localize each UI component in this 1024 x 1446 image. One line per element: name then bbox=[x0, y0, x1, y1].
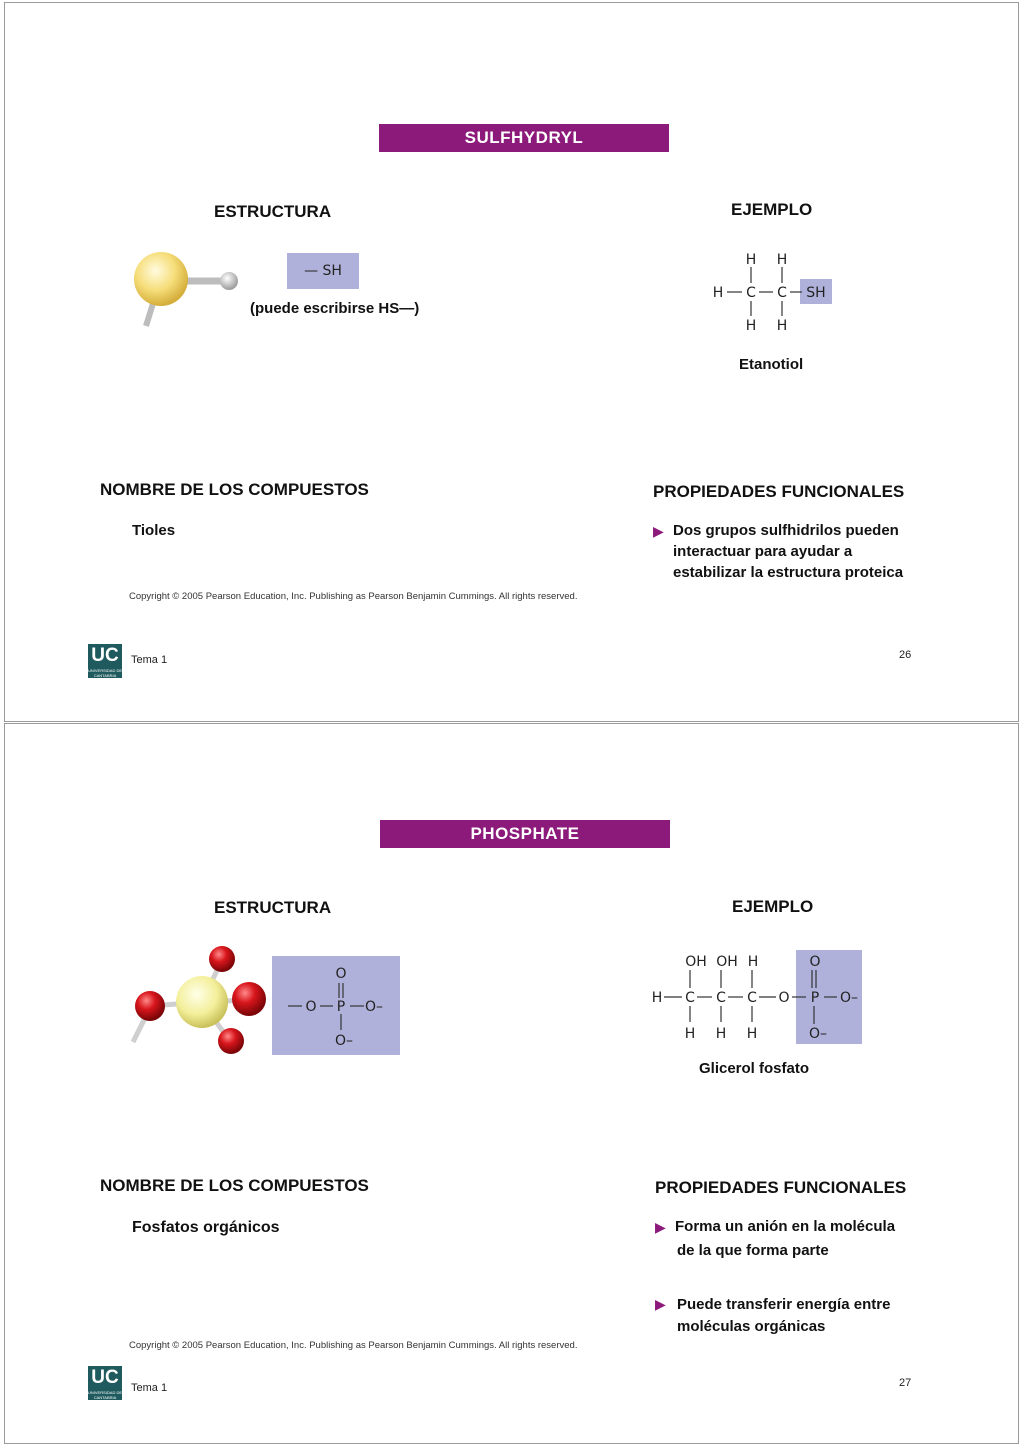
logo-subtext: UNIVERSIDAD DE CANTABRIA bbox=[88, 1390, 123, 1400]
atom-c: C bbox=[716, 990, 726, 1006]
prop-line: Dos grupos sulfhidrilos pueden bbox=[673, 522, 899, 539]
right-triangle-arrow-icon: ▶ bbox=[655, 1296, 666, 1312]
oxygen-atom bbox=[135, 991, 165, 1021]
example-name: Glicerol fosfato bbox=[699, 1060, 810, 1077]
atom-c: C bbox=[685, 990, 695, 1006]
atom-o-minus: O– bbox=[808, 1026, 828, 1042]
glycerol-phosphate-structure bbox=[650, 948, 865, 1048]
names-heading: NOMBRE DE LOS COMPUESTOS bbox=[100, 480, 369, 499]
atom-o: O bbox=[809, 954, 821, 970]
hydrogen-atom bbox=[220, 272, 238, 290]
sh-formula-box bbox=[287, 253, 359, 289]
ethanethiol-structure bbox=[705, 247, 845, 335]
oxygen-atom bbox=[209, 946, 235, 972]
names-heading: NOMBRE DE LOS COMPUESTOS bbox=[100, 1176, 369, 1195]
page-number: 26 bbox=[899, 649, 912, 661]
copyright: Copyright © 2005 Pearson Education, Inc. Publishing as Pearson Benjamin Cummings. All rights reserved. bbox=[129, 591, 578, 602]
atom-h: H bbox=[776, 252, 788, 268]
topic-label: Tema 1 bbox=[131, 654, 168, 666]
atom-c: C bbox=[777, 285, 787, 301]
props-heading: PROPIEDADES FUNCIONALES bbox=[653, 482, 905, 501]
structure-heading: ESTRUCTURA bbox=[214, 898, 332, 917]
atom-sh: SH bbox=[806, 285, 826, 301]
sulfur-atom bbox=[134, 252, 188, 306]
prop-line: Forma un anión en la molécula bbox=[675, 1218, 896, 1235]
phosphorus-atom bbox=[176, 976, 228, 1028]
logo-text: UC bbox=[91, 645, 119, 666]
prop-line: de la que forma parte bbox=[677, 1242, 829, 1259]
example-heading: EJEMPLO bbox=[732, 897, 814, 916]
slide-phosphate bbox=[4, 723, 1019, 1444]
oxygen-atom bbox=[232, 982, 266, 1016]
logo-text: UC bbox=[91, 1367, 119, 1388]
atom-o-minus: O– bbox=[364, 999, 384, 1015]
page-number: 27 bbox=[899, 1377, 912, 1389]
prop-line: estabilizar la estructura proteica bbox=[673, 564, 904, 581]
atom-h: H bbox=[776, 318, 788, 334]
slide-banner: PHOSPHATE bbox=[380, 820, 670, 848]
atom-o-minus: O– bbox=[839, 990, 859, 1006]
slide-banner: SULFHYDRYL bbox=[379, 124, 669, 152]
sh-formula-label: SH bbox=[322, 263, 342, 279]
example-name: Etanotiol bbox=[739, 356, 804, 373]
prop-line: Puede transferir energía entre bbox=[677, 1296, 891, 1313]
atom-o-minus: O– bbox=[334, 1033, 354, 1049]
atom-h: H bbox=[745, 252, 757, 268]
prop-line: moléculas orgánicas bbox=[677, 1318, 826, 1335]
prop-line: interactuar para ayudar a bbox=[673, 543, 853, 560]
atom-h: H bbox=[745, 318, 757, 334]
atom-c: C bbox=[746, 285, 756, 301]
atom-p: P bbox=[336, 999, 346, 1015]
atom-h: H bbox=[684, 1026, 696, 1042]
sulfhydryl-3d-model bbox=[125, 247, 245, 337]
atom-h: H bbox=[712, 285, 724, 301]
atom-oh: OH bbox=[716, 954, 738, 970]
phosphate-3d-model bbox=[125, 942, 275, 1062]
topic-label: Tema 1 bbox=[131, 1382, 168, 1394]
atom-o: O bbox=[335, 966, 347, 982]
copyright: Copyright © 2005 Pearson Education, Inc. Publishing as Pearson Benjamin Cummings. All rights reserved. bbox=[129, 1340, 578, 1351]
structure-heading: ESTRUCTURA bbox=[214, 202, 332, 221]
compound-name: Fosfatos orgánicos bbox=[132, 1219, 280, 1236]
bond-dash: — bbox=[304, 263, 319, 279]
atom-c: C bbox=[747, 990, 757, 1006]
atom-o: O bbox=[778, 990, 790, 1006]
oxygen-atom bbox=[218, 1028, 244, 1054]
right-triangle-arrow-icon: ▶ bbox=[655, 1219, 666, 1235]
right-triangle-arrow-icon: ▶ bbox=[653, 523, 664, 539]
phosphate-formula bbox=[272, 956, 400, 1055]
atom-oh: OH bbox=[685, 954, 707, 970]
props-heading: PROPIEDADES FUNCIONALES bbox=[655, 1178, 907, 1197]
example-heading: EJEMPLO bbox=[731, 200, 813, 219]
atom-h: H bbox=[715, 1026, 727, 1042]
atom-p: P bbox=[810, 990, 820, 1006]
university-logo bbox=[88, 644, 122, 678]
logo-subtext: UNIVERSIDAD DE CANTABRIA bbox=[88, 668, 123, 678]
compound-name: Tioles bbox=[132, 522, 176, 539]
atom-o: O bbox=[305, 999, 317, 1015]
formula-note: (puede escribirse HS—) bbox=[250, 300, 420, 317]
atom-h: H bbox=[651, 990, 663, 1006]
atom-h: H bbox=[746, 1026, 758, 1042]
slide-sulfhydryl bbox=[4, 2, 1019, 722]
atom-h: H bbox=[747, 954, 759, 970]
university-logo bbox=[88, 1366, 122, 1400]
